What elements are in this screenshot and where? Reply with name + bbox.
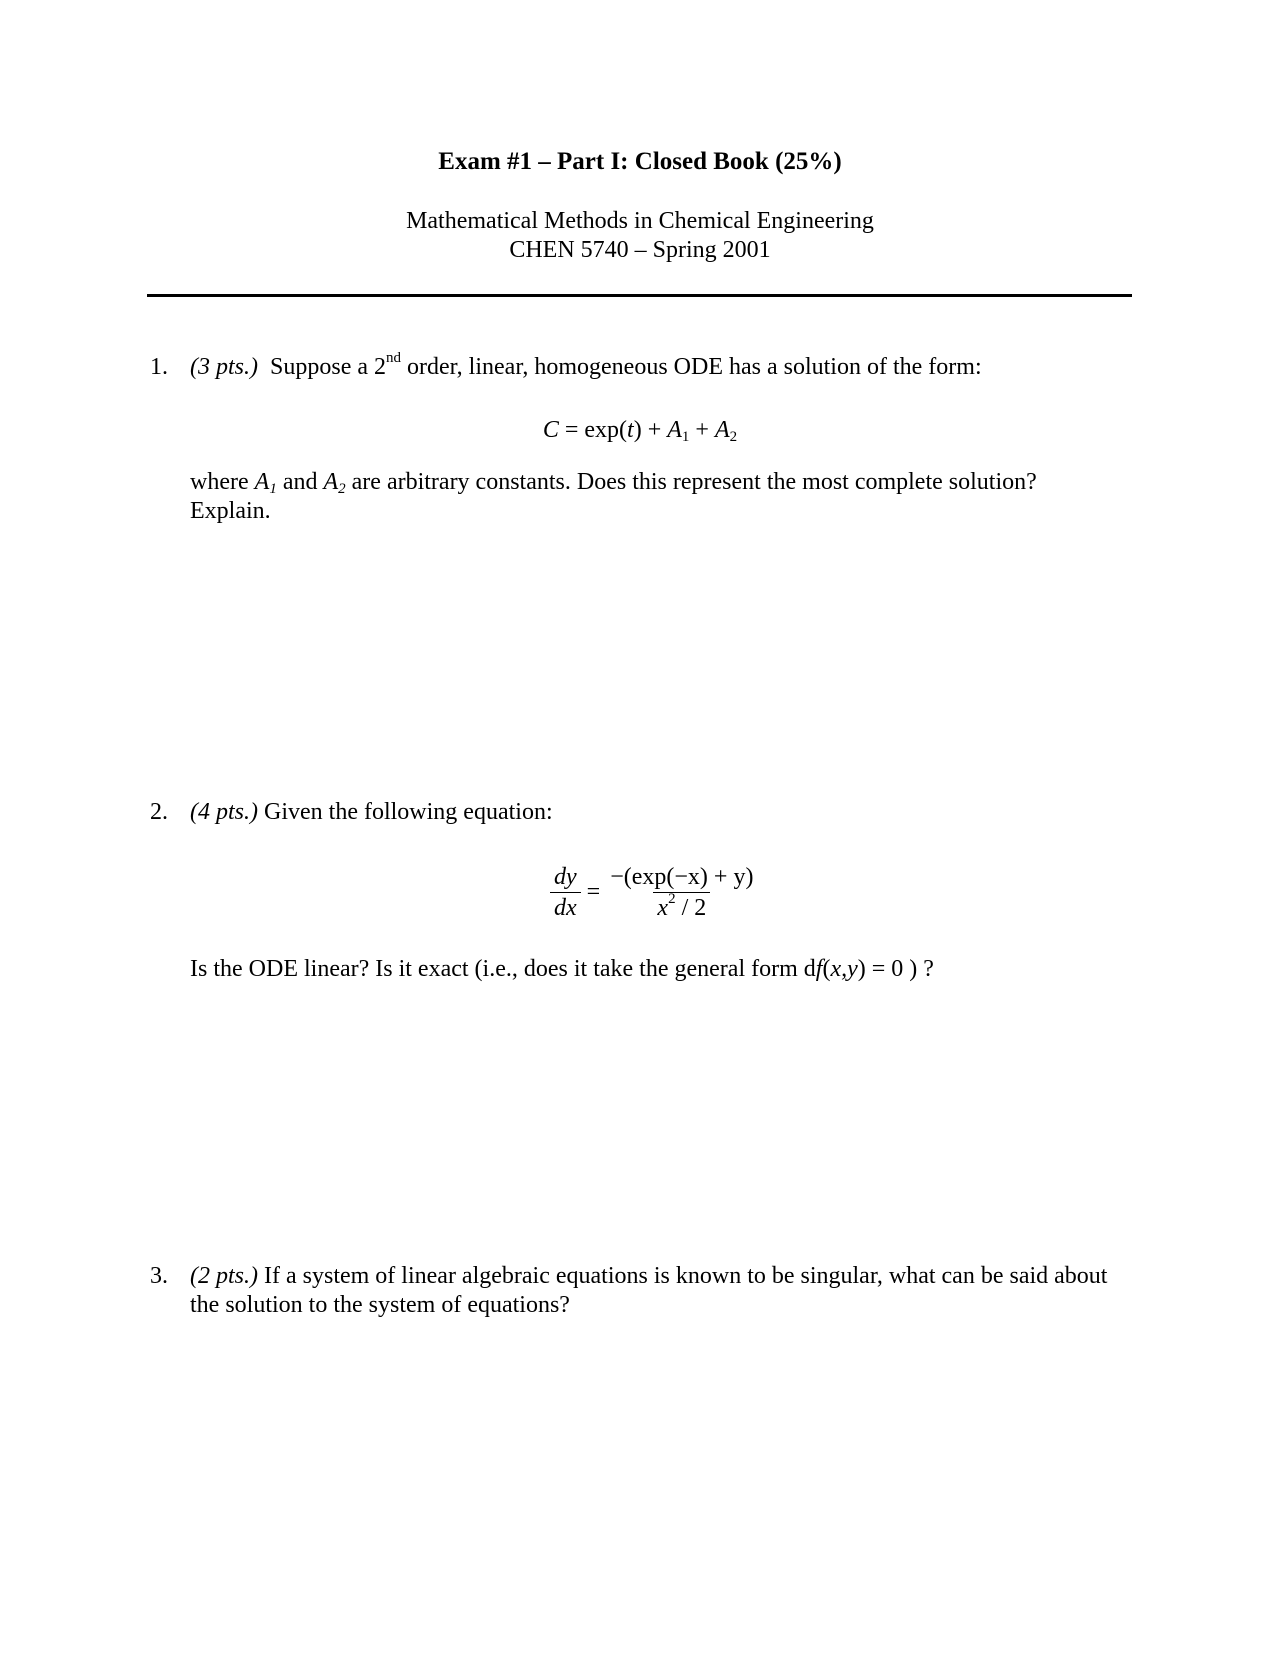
followup-paren: ( — [822, 956, 831, 982]
exam-title: Exam #1 – Part I: Closed Book (25%) — [438, 148, 842, 175]
question-text-cont: order, linear, homogeneous ODE has a solution of the form: — [401, 354, 982, 380]
followup-text: where — [190, 469, 255, 495]
followup-text-cont: ) = 0 ) ? — [857, 956, 934, 982]
question-number: 2. — [150, 799, 168, 825]
question-1 — [150, 350, 1110, 382]
followup-text: Is the ODE linear? Is it exact (i.e., does it take the general form d — [190, 956, 816, 982]
eq-op: = exp( — [558, 417, 628, 443]
eq-a1: A — [667, 417, 682, 443]
lhs-fraction — [550, 862, 581, 923]
equation-2 — [550, 862, 757, 923]
lhs-numerator: dy — [554, 864, 577, 890]
course-info — [0, 207, 1280, 265]
den-exponent: 2 — [668, 891, 676, 907]
question-number: 1. — [150, 354, 168, 380]
var-a1-sub: 1 — [269, 481, 277, 497]
lhs-denominator: dx — [550, 892, 581, 923]
eq-plus: + — [689, 417, 715, 443]
header-divider — [147, 294, 1132, 297]
den-rest: / 2 — [675, 895, 707, 921]
eq-var: t — [627, 417, 634, 443]
eq-a2: A — [714, 417, 730, 443]
question-points: (3 pts.) — [190, 354, 258, 380]
question-points: (2 pts.) — [190, 1263, 258, 1289]
followup-text-cont: are arbitrary constants. Does this represent the most complete solution? Explain. — [190, 469, 1037, 524]
den-x: x — [657, 895, 669, 921]
eq-a2-sub: 2 — [729, 429, 738, 445]
course-name: Mathematical Methods in Chemical Engineering — [406, 208, 874, 234]
question-text: Suppose a 2 — [270, 354, 386, 380]
question-number: 3. — [150, 1263, 168, 1289]
question-text: If a system of linear algebraic equations is known to be singular, what can be said about the solution to the system of equations? — [190, 1263, 1108, 1318]
equals-sign: = — [586, 879, 601, 905]
question-1-followup — [150, 468, 1110, 526]
course-code: CHEN 5740 – Spring 2001 — [509, 237, 771, 263]
rhs-numerator: −(exp(−x) + y) — [610, 864, 754, 890]
question-2-followup — [150, 955, 1110, 984]
rhs-denominator — [653, 892, 710, 923]
followup-and: and — [276, 469, 324, 495]
equation-1 — [0, 417, 1280, 444]
eq-mid: ) + — [633, 417, 668, 443]
var-f: f — [815, 956, 823, 982]
superscript: nd — [386, 350, 401, 366]
var-xy: x,y — [830, 956, 858, 982]
eq-lhs: C — [542, 417, 559, 443]
eq-a1-sub: 1 — [681, 429, 690, 445]
var-a2: A — [323, 469, 339, 495]
question-3 — [150, 1262, 1110, 1320]
question-2 — [150, 798, 1110, 827]
var-a1: A — [254, 469, 270, 495]
question-text: Given the following equation: — [258, 799, 553, 825]
var-a2-sub: 2 — [338, 481, 346, 497]
question-points: (4 pts.) — [190, 799, 258, 825]
rhs-fraction — [606, 862, 757, 923]
